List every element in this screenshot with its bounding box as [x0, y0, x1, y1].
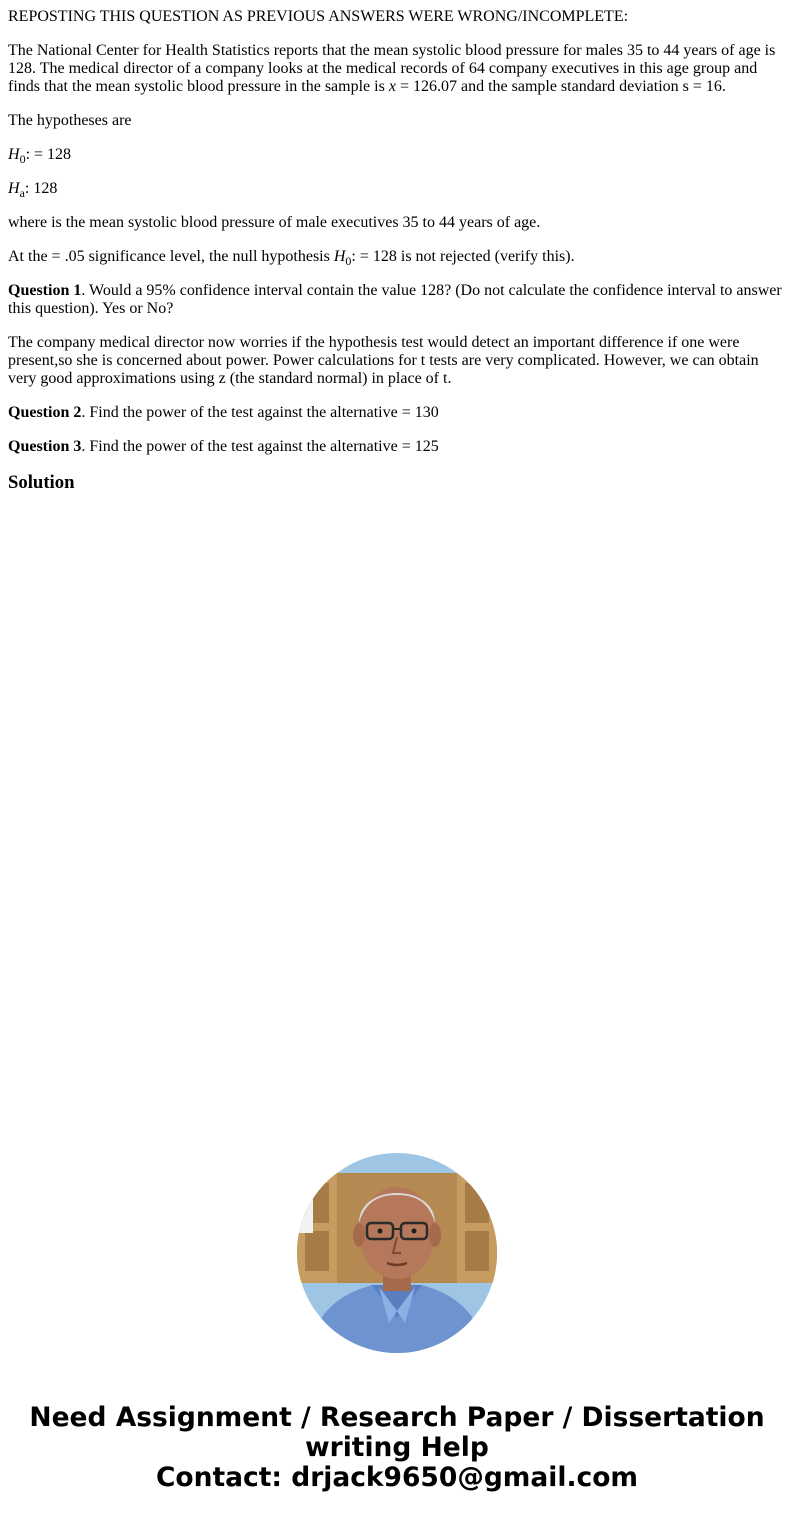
null-hypothesis: $H_0$: = 128 [8, 146, 72, 167]
hypotheses-label: The hypotheses are [8, 112, 132, 129]
sample-mean-symbol: x [388, 78, 396, 95]
footer-line-2: writing Help [305, 1432, 489, 1463]
footer-line-1: Need Assignment / Research Paper / Dissertation [29, 1402, 765, 1433]
solution-heading: Solution [8, 472, 75, 493]
tutor-avatar [297, 1153, 497, 1353]
question-content [8, 8, 786, 494]
footer-contact: Contact: drjack9650@gmail.com [155, 1462, 639, 1493]
alternative-hypothesis: $H_a$: 128 [8, 180, 58, 201]
question-3: Question 3. Find the power of the test against the alternative = 125 [8, 438, 439, 455]
question-intro: The National Center for Health Statistics reports that the mean systolic blood pressure for males 35 to 44 years of age is 128. The medical director of a company looks at the medical records of 64 company executives in this age group and finds that the mean systolic blood pressure in the sample is x = 126.07 and the sample standard deviation s = 16. [8, 42, 776, 95]
question-2-label: Question 2 [8, 404, 82, 421]
power-paragraph: The company medical director now worries if the hypothesis test would detect an important difference if one were present,so she is concerned about power. Power calculations for t tests are very complicated. However, we can obtain very good approximations using z (the standard normal) in place of t. [8, 334, 759, 387]
question-1: Question 1. Would a 95% confidence interval contain the value 128? (Do not calculate the confidence interval to answer this question). Yes or No? [8, 282, 782, 317]
question-1-label: Question 1 [8, 282, 82, 299]
question-header: REPOSTING THIS QUESTION AS PREVIOUS ANSWERS WERE WRONG/INCOMPLETE: [8, 8, 629, 25]
significance-statement: At the = .05 significance level, the null hypothesis $H_0$: = 128 is not rejected (verify this). [8, 248, 575, 269]
question-2: Question 2. Find the power of the test against the alternative = 130 [8, 404, 439, 421]
question-3-label: Question 3 [8, 438, 82, 455]
where-statement: where is the mean systolic blood pressure of male executives 35 to 44 years of age. [8, 214, 541, 231]
footer-banner [0, 1403, 794, 1493]
